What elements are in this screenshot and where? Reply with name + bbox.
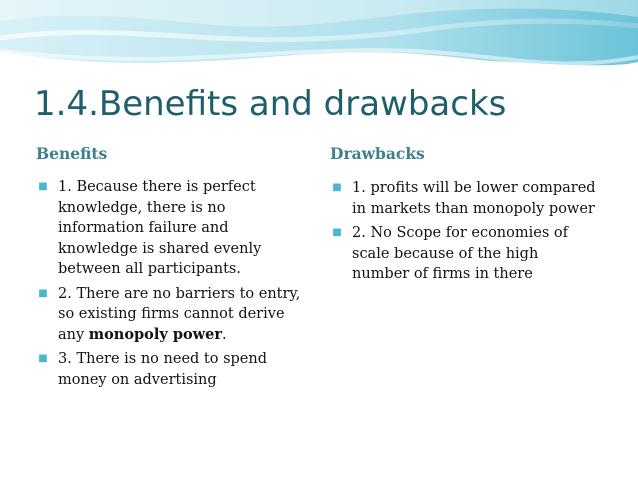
benefit-item-1: [36, 177, 308, 280]
square-bullet-icon: ■: [38, 181, 48, 192]
benefit-item-2: [36, 284, 308, 346]
benefit-item-2-text-before: 2. There are no barriers to entry, so existing firms cannot derive any: [58, 285, 301, 343]
monopoly-power-emphasis: monopoly power: [88, 325, 222, 343]
square-bullet-icon: ■: [38, 287, 48, 299]
drawback-item-1: [330, 178, 600, 219]
benefits-list: [36, 177, 308, 394]
drawbacks-list: [330, 178, 600, 289]
benefit-item-2-text-after: .: [221, 326, 227, 343]
benefits-heading: Benefits: [36, 144, 108, 163]
decorative-header-band: [0, 0, 638, 76]
drawback-item-2: [330, 223, 600, 285]
drawbacks-heading: Drawbacks: [330, 144, 425, 163]
slide-title: 1.4.Benefits and drawbacks: [34, 84, 507, 124]
square-bullet-icon: ■: [332, 227, 342, 238]
square-bullet-icon: ■: [332, 182, 342, 193]
drawback-item-2-text: 2. No Scope for economies of scale because of the high number of firms in there: [352, 225, 568, 282]
benefit-item-3-text: 3. There is no need to spend money on advertising: [58, 351, 268, 388]
benefit-item-1-text: 1. Because there is perfect knowledge, there is no information failure and knowledge is shared evenly between all participants.: [58, 179, 262, 277]
benefit-item-3: [36, 349, 308, 390]
drawback-item-1-text: 1. profits will be lower compared in markets than monopoly power: [352, 180, 596, 217]
square-bullet-icon: ■: [38, 353, 48, 364]
